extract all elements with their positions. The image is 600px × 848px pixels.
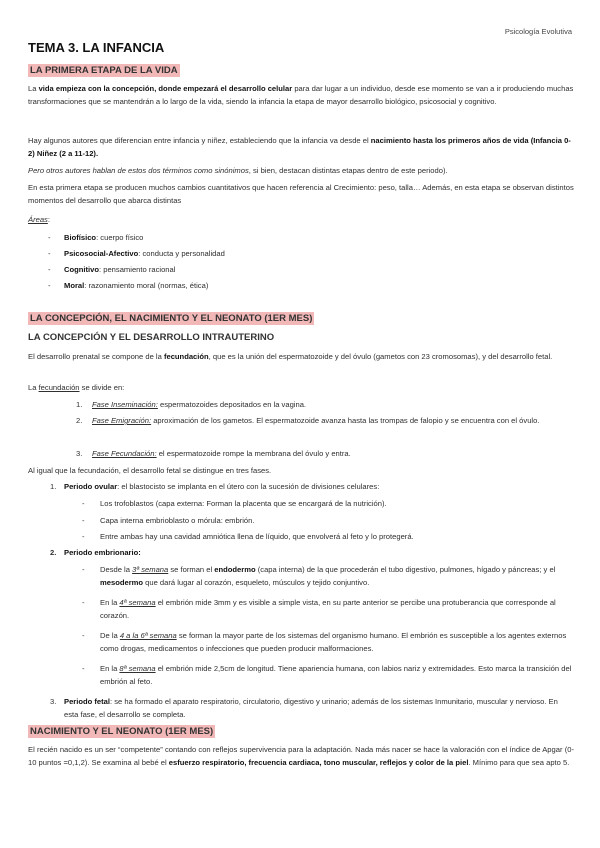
text: para dar lugar a un individuo, desde ese momento se van a ir produciendo muchas transformaciones que se mantendrán a lo largo de la vida, siendo la infancia la etapa de mayor desarrollo biológico, psicosocial y cognitivo.	[28, 84, 574, 106]
text: La	[28, 383, 39, 392]
text: el embrión mide 3mm y es visible a simple vista, en su parte anterior se percibe una protuberancia que corresponde al corazón.	[100, 598, 556, 620]
list-item-inseminacion	[92, 398, 574, 411]
bold-text: endodermo	[214, 565, 256, 574]
subheading-nacimiento: NACIMIENTO Y EL NEONATO (1ER MES)	[30, 726, 214, 737]
periodo-fetal	[64, 695, 574, 721]
paragraph-prenatal	[28, 350, 574, 363]
bold-text: nacimiento hasta los primeros años de vida (Infancia 0-2) Niñez (2 a 11-12).	[28, 136, 571, 158]
italic-text: Pero otros autores hablan de estos dos términos como sinónimos	[28, 166, 249, 175]
phase-name: Fase Emigración:	[92, 416, 152, 425]
list-item-4-6-semana	[100, 629, 574, 655]
text: (capa interna) de la que procederán el tubo digestivo, pulmones, hígado y páncreas; y el	[255, 565, 556, 574]
list-item-cavidad: Entre ambas hay una cavidad amniótica llena de líquido, que envolverá al feto y lo protegerá.	[100, 532, 414, 541]
text: Desde la	[100, 565, 133, 574]
text: En la	[100, 598, 120, 607]
list-number: 1.	[50, 482, 57, 491]
list-item-3-semana	[100, 563, 574, 589]
bold-text: Biofísico	[64, 233, 97, 242]
underlined-text: 8ª semana	[119, 664, 156, 673]
underlined-text: Áreas	[28, 215, 48, 224]
bullet: -	[82, 664, 85, 673]
areas-label	[28, 213, 574, 226]
periodo-ovular	[64, 480, 574, 493]
paragraph-tres-fases	[28, 464, 574, 477]
bullet: -	[48, 249, 51, 258]
text: se forman el	[168, 565, 215, 574]
paragraph-recien-nacido	[28, 743, 574, 769]
list-item-emigracion	[92, 414, 574, 427]
list-item-4-semana	[100, 596, 574, 622]
bullet: -	[48, 265, 51, 274]
text: : conducta y personalidad	[138, 249, 225, 258]
text: aproximación de los gametos. El espermatozoide avanza hasta las trompas de falopio y se encuentra con el óvulo.	[151, 416, 540, 425]
underlined-text: 4ª semana	[119, 598, 156, 607]
text: De la	[100, 631, 120, 640]
phase-name: Fase Inseminación:	[92, 400, 158, 409]
periodo-embrionario	[64, 546, 141, 559]
text: , que es la unión del espermatozoide y del óvulo (gametos con 23 cromosomas), y del desarrollo fetal.	[208, 352, 553, 361]
text: La	[28, 84, 39, 93]
text: el embrión mide 2,5cm de longitud. Tiene apariencia humana, con labios nariz y extremidades. Esto marca la transición del embrión al feto.	[100, 664, 572, 686]
bold-text: Periodo embrionario:	[64, 548, 141, 557]
list-item-biofisico	[64, 231, 143, 244]
list-item-moral	[64, 279, 208, 292]
list-number: 2.	[76, 416, 83, 425]
text: : cuerpo físico	[96, 233, 144, 242]
text: : el blastocisto se implanta en el útero con la sucesión de divisiones celulares:	[117, 482, 380, 491]
bold-text: Cognitivo	[64, 265, 100, 274]
text: que dará lugar al corazón, esqueleto, músculos y tejido conjuntivo.	[143, 578, 370, 587]
text: Hay algunos autores que diferencian entre infancia y niñez, estableciendo que la infancia va desde el	[28, 136, 371, 145]
paragraph-cambios	[28, 181, 574, 207]
bullet: -	[82, 631, 85, 640]
text: el espermatozoide rompe la membrana del óvulo y entra.	[156, 449, 351, 458]
section-heading-concepcion: LA CONCEPCIÓN, EL NACIMIENTO Y EL NEONATO (1ER MES)	[30, 313, 313, 324]
text: El desarrollo prenatal se compone de la	[28, 352, 164, 361]
text: El recién nacido es un ser “competente” contando con reflejos supervivencia para la adaptación. Nada más nacer se hace la valoración con el índice de Apgar (0-10 puntos =0,1,2). Se examina al bebé el	[28, 745, 574, 767]
text: : pensamiento racional	[99, 265, 176, 274]
list-number: 1.	[76, 400, 83, 409]
text: En esta primera etapa se producen muchos cambios cuantitativos que hacen referencia al Crecimiento: peso, talla… Además, en esta etapa se observan distintos momentos del desarrollo que abarca distintas	[28, 183, 574, 205]
bold-text: mesodermo	[100, 578, 144, 587]
list-item-capa-interna: Capa interna embrioblasto o mórula: embrión.	[100, 516, 255, 525]
bold-text: Moral	[64, 281, 85, 290]
list-item-fecundacion	[92, 447, 574, 460]
bold-text: Periodo ovular	[64, 482, 118, 491]
bullet: -	[82, 598, 85, 607]
paragraph-sinonimos	[28, 164, 574, 177]
text: se forman la mayor parte de los sistemas del organismo humano. El embrión es susceptible a los agentes externos como drogas, medicamentos o infecciones que pueden producir malformaciones.	[100, 631, 567, 653]
bold-text: fecundación	[163, 352, 209, 361]
text: se divide en:	[79, 383, 125, 392]
bullet: -	[48, 233, 51, 242]
list-item-cognitivo	[64, 263, 175, 276]
text: En la	[100, 664, 120, 673]
bold-text: vida empieza con la concepción, donde empezará el desarrollo celular	[38, 84, 293, 93]
list-item-8-semana	[100, 662, 574, 688]
bold-text: esfuerzo respiratorio, frecuencia cardiaca, tono muscular, reflejos y color de la piel	[168, 758, 469, 767]
underlined-text: 3ª semana	[132, 565, 169, 574]
bullet: -	[48, 281, 51, 290]
section-heading-primera-etapa: LA PRIMERA ETAPA DE LA VIDA	[30, 65, 178, 76]
paragraph-fecundacion	[28, 381, 574, 394]
list-number: 3.	[50, 697, 57, 706]
bold-text: Psicosocial-Afectivo	[64, 249, 139, 258]
bullet: -	[82, 516, 85, 525]
paragraph-vida	[28, 82, 574, 108]
underlined-text: fecundación	[38, 383, 80, 392]
text: Al igual que la fecundación, el desarrollo fetal se distingue en tres fases.	[28, 466, 272, 475]
text: :	[47, 215, 50, 224]
bold-text: Periodo fetal	[64, 697, 110, 706]
text: . Mínimo para que sea apto 5.	[468, 758, 570, 767]
phase-name: Fase Fecundación:	[92, 449, 157, 458]
list-number: 2.	[50, 548, 57, 557]
page-title: TEMA 3. LA INFANCIA	[28, 40, 165, 55]
text: espermatozoides depositados en la vagina.	[157, 400, 307, 409]
text: , si bien, destacan distintas etapas dentro de este periodo).	[248, 166, 448, 175]
header-subject: Psicología Evolutiva	[504, 27, 572, 36]
subheading-concepcion: LA CONCEPCIÓN Y EL DESARROLLO INTRAUTERINO	[28, 332, 275, 343]
text: : razonamiento moral (normas, ética)	[84, 281, 209, 290]
list-item-trofoblastos: Los trofoblastos (capa externa: Forman la placenta que se encargará de la nutrición).	[100, 499, 387, 508]
text: : se ha formado el aparato respiratorio, circulatorio, digestivo y urinario; además de los sistemas Inmunitario, muscular y nervioso. En esta fase, el desarrollo se completa.	[64, 697, 558, 719]
list-number: 3.	[76, 449, 83, 458]
bullet: -	[82, 532, 85, 541]
underlined-text: 4 a la 6ª semana	[119, 631, 177, 640]
bullet: -	[82, 565, 85, 574]
paragraph-autores	[28, 134, 574, 160]
bullet: -	[82, 499, 85, 508]
list-item-psicosocial	[64, 247, 225, 260]
